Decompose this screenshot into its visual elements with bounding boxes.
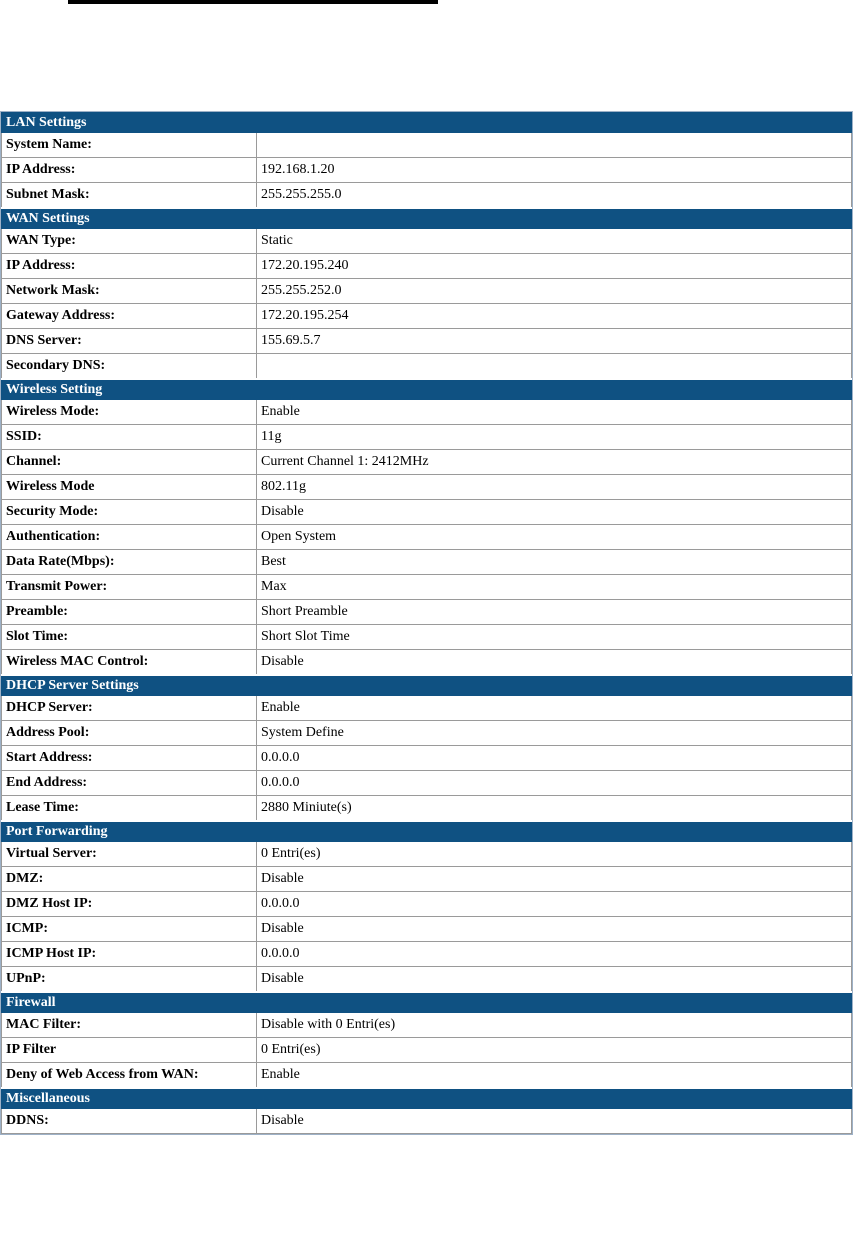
row-label: DDNS: [2,1109,257,1134]
row-value: 0.0.0.0 [257,892,852,917]
table-row [2,746,852,771]
row-label: Deny of Web Access from WAN: [2,1063,257,1089]
row-value: 255.255.252.0 [257,279,852,304]
row-value: 2880 Miniute(s) [257,796,852,822]
table-row [2,721,852,746]
row-label: DMZ Host IP: [2,892,257,917]
section-title: DHCP Server Settings [2,675,852,696]
row-value: Enable [257,696,852,721]
row-label: Data Rate(Mbps): [2,550,257,575]
table-row [2,475,852,500]
section-title: Firewall [2,992,852,1013]
row-label: Wireless Mode [2,475,257,500]
section-header [2,675,852,696]
row-label: MAC Filter: [2,1013,257,1038]
row-value [257,133,852,158]
table-row [2,600,852,625]
section-header [2,208,852,229]
row-label: DMZ: [2,867,257,892]
table-row [2,158,852,183]
table-row [2,329,852,354]
row-label: Wireless MAC Control: [2,650,257,676]
table-row [2,229,852,254]
table-row [2,696,852,721]
row-value: 0 Entri(es) [257,1038,852,1063]
table-row [2,450,852,475]
table-row [2,1013,852,1038]
row-label: Address Pool: [2,721,257,746]
section-title: Miscellaneous [2,1088,852,1109]
row-value: 0 Entri(es) [257,842,852,867]
row-value: 0.0.0.0 [257,746,852,771]
table-row [2,525,852,550]
row-label: SSID: [2,425,257,450]
table-row [2,867,852,892]
row-label: Slot Time: [2,625,257,650]
row-value: Enable [257,1063,852,1089]
table-row [2,842,852,867]
row-value: 0.0.0.0 [257,771,852,796]
row-label: IP Address: [2,254,257,279]
row-label: Authentication: [2,525,257,550]
row-value: 192.168.1.20 [257,158,852,183]
row-label: UPnP: [2,967,257,993]
table-row [2,967,852,993]
section-title: Port Forwarding [2,821,852,842]
row-label: ICMP Host IP: [2,942,257,967]
section-header [2,992,852,1013]
row-label: Channel: [2,450,257,475]
row-value: System Define [257,721,852,746]
row-label: System Name: [2,133,257,158]
row-label: Network Mask: [2,279,257,304]
table-row [2,279,852,304]
row-label: Transmit Power: [2,575,257,600]
table-row [2,625,852,650]
row-value: Static [257,229,852,254]
table-row [2,796,852,822]
row-value: Disable with 0 Entri(es) [257,1013,852,1038]
section-header [2,1088,852,1109]
table-row [2,550,852,575]
table-row [2,304,852,329]
row-value: Short Slot Time [257,625,852,650]
table-row [2,183,852,209]
table-row [2,575,852,600]
row-label: IP Filter [2,1038,257,1063]
table-row [2,1063,852,1089]
table-row [2,771,852,796]
row-value: 11g [257,425,852,450]
row-label: Secondary DNS: [2,354,257,380]
row-value [257,354,852,380]
row-label: Start Address: [2,746,257,771]
row-value: 255.255.255.0 [257,183,852,209]
section-title: Wireless Setting [2,379,852,400]
table-row [2,500,852,525]
row-value: Max [257,575,852,600]
row-label: DNS Server: [2,329,257,354]
row-label: IP Address: [2,158,257,183]
row-value: 172.20.195.240 [257,254,852,279]
row-label: Virtual Server: [2,842,257,867]
section-title: WAN Settings [2,208,852,229]
table-row [2,254,852,279]
table-row [2,425,852,450]
table-row [2,1109,852,1134]
table-row [2,354,852,380]
row-value: 802.11g [257,475,852,500]
table-row [2,650,852,676]
status-table-body [2,113,852,1134]
row-label: Preamble: [2,600,257,625]
status-table [1,112,852,1134]
row-value: Open System [257,525,852,550]
row-label: Wireless Mode: [2,400,257,425]
row-label: Lease Time: [2,796,257,822]
table-row [2,892,852,917]
table-row [2,133,852,158]
row-label: Security Mode: [2,500,257,525]
section-title: LAN Settings [2,113,852,133]
table-row [2,400,852,425]
row-value: Short Preamble [257,600,852,625]
row-value: Disable [257,917,852,942]
row-value: 155.69.5.7 [257,329,852,354]
row-value: 0.0.0.0 [257,942,852,967]
row-value: Disable [257,1109,852,1134]
status-panel [0,111,853,1135]
row-value: Disable [257,967,852,993]
table-row [2,1038,852,1063]
row-label: Subnet Mask: [2,183,257,209]
row-label: DHCP Server: [2,696,257,721]
header-rule [68,0,438,4]
section-header [2,379,852,400]
row-value: 172.20.195.254 [257,304,852,329]
row-value: Enable [257,400,852,425]
row-value: Current Channel 1: 2412MHz [257,450,852,475]
row-label: Gateway Address: [2,304,257,329]
row-value: Best [257,550,852,575]
row-label: End Address: [2,771,257,796]
row-value: Disable [257,867,852,892]
section-header [2,821,852,842]
row-label: WAN Type: [2,229,257,254]
row-value: Disable [257,500,852,525]
row-value: Disable [257,650,852,676]
row-label: ICMP: [2,917,257,942]
section-header [2,113,852,133]
table-row [2,942,852,967]
table-row [2,917,852,942]
